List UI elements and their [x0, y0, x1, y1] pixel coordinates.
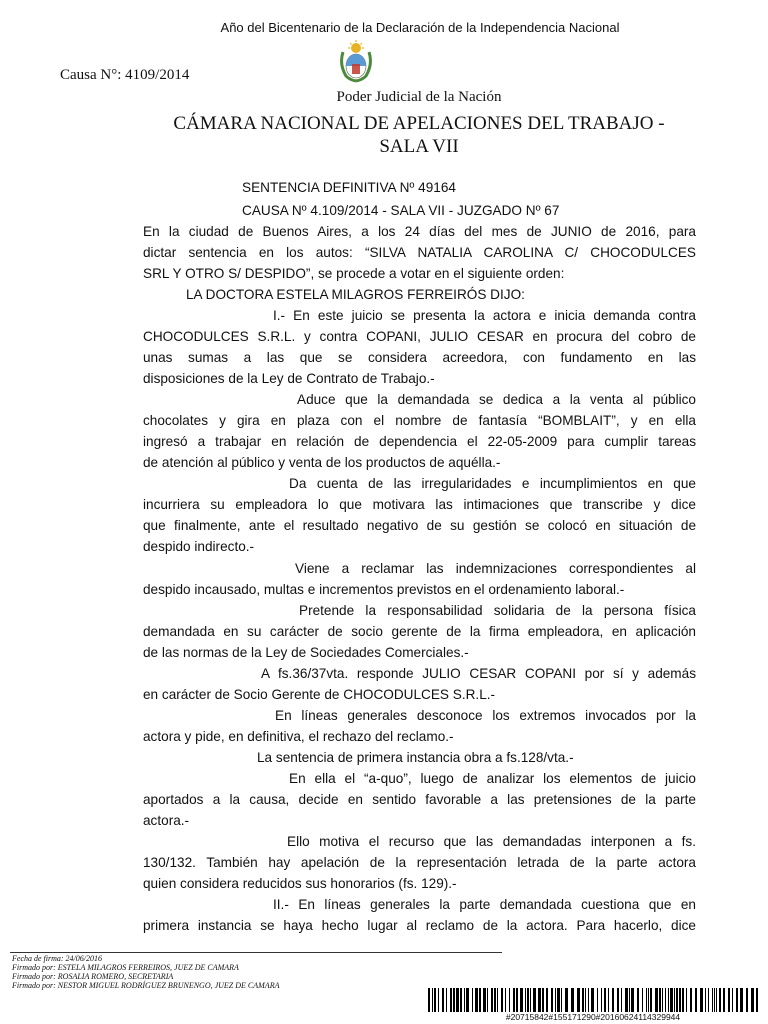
body-line: incurriera su empleadora lo que motivara las intimaciones que transcribe y dice: [143, 497, 696, 512]
body-line: despido indirecto.-: [143, 539, 255, 554]
body-line: Viene a reclamar las indemnizaciones correspondientes al: [295, 561, 696, 576]
body-line: chocolates y gira en plaza con el nombre de fantasía “BOMBLAIT”, y en ella: [143, 413, 696, 428]
body-line: quien considera reducidos sus honorarios (fs. 129).-: [143, 876, 457, 891]
body-line: A fs.36/37vta. responde JULIO CESAR COPANI por sí y además: [261, 666, 696, 681]
body-line: aportados a la causa, decide en sentido favorable a las pretensiones de la parte: [143, 792, 696, 807]
vote-heading: LA DOCTORA ESTELA MILAGROS FERREIRÓS DIJO:: [186, 287, 525, 302]
crest-sun: [348, 40, 364, 53]
sentencia-number: SENTENCIA DEFINITIVA Nº 49164: [242, 180, 456, 195]
body-line: II.- En líneas generales la parte demandada cuestiona que en: [273, 897, 696, 912]
signature-date: Fecha de firma: 24/06/2016: [12, 954, 102, 963]
causa-number: Causa N°: 4109/2014: [60, 67, 190, 83]
body-line: de atención al público y venta de los productos de aquélla.-: [143, 455, 501, 470]
signature-line-2: Firmado por: ROSALIA ROMERO, SECRETARIA: [12, 972, 174, 981]
body-line: Pretende la responsabilidad solidaria de la persona física: [299, 603, 696, 618]
body-line: despido incausado, multas e incrementos previstos en el ordenamiento laboral.-: [143, 582, 625, 597]
body-line: SRL Y OTRO S/ DESPIDO”, se procede a votar en el siguiente orden:: [143, 266, 565, 281]
footer-divider: [10, 952, 502, 953]
causa-reference: CAUSA Nº 4.109/2014 - SALA VII - JUZGADO Nº 67: [242, 203, 560, 218]
body-line: CHOCODULCES S.R.L. y contra COPANI, JULIO CESAR en procura del cobro de: [143, 329, 696, 344]
body-line: actora y pide, en definitiva, el rechazo del reclamo.-: [143, 729, 454, 744]
body-line: primera instancia se haya hecho lugar al reclamo de la actora. Para hacerlo, dice: [143, 918, 696, 933]
camara-title: [0, 112, 768, 158]
body-line: unas sumas a las que se considera acreedora, con fundamento en las: [143, 350, 696, 365]
body-line: En ella el “a-quo”, luego de analizar los elementos de juicio: [289, 771, 696, 786]
bicentenario-header: Año del Bicentenario de la Declaración de la Independencia Nacional: [220, 20, 620, 35]
body-line: Ello motiva el recurso que las demandadas interponen a fs.: [287, 834, 696, 849]
body-line: 130/132. También hay apelación de la representación letrada de la parte actora: [143, 855, 696, 870]
body-line: dictar sentencia en los autos: “SILVA NATALIA CAROLINA C/ CHOCODULCES: [143, 245, 696, 260]
camara-title-line-1: CÁMARA NACIONAL DE APELACIONES DEL TRABAJO -: [173, 113, 665, 134]
signature-line-1: Firmado por: ESTELA MILAGROS FERREIROS, JUEZ DE CAMARA: [12, 963, 239, 972]
body-line: ingresó a trabajar en relación de dependencia el 22-05-2009 para cumplir tareas: [143, 434, 696, 449]
body-line: En la ciudad de Buenos Aires, a los 24 días del mes de JUNIO de 2016, para: [143, 224, 696, 239]
barcode-icon: [428, 988, 758, 1012]
body-line: Aduce que la demandada se dedica a la venta al público: [297, 392, 696, 407]
body-line: actora.-: [143, 813, 190, 828]
barcode-number: #20715842#155171290#20160624114329944: [505, 1012, 681, 1022]
body-line: La sentencia de primera instancia obra a fs.128/vta.-: [257, 750, 574, 765]
body-line: demandada en su carácter de socio gerente de la firma empleadora, en aplicación: [143, 624, 696, 639]
signature-line-3: Firmado por: NESTOR MIGUEL RODRÍGUEZ BRUNENGO, JUEZ DE CAMARA: [12, 981, 280, 990]
poder-judicial-title: Poder Judicial de la Nación: [336, 89, 502, 105]
body-line: I.- En este juicio se presenta la actora e inicia demanda contra: [273, 308, 696, 323]
argentina-coat-of-arms-icon: [338, 38, 374, 84]
crest-oval: [346, 54, 366, 78]
body-line: de las normas de la Ley de Sociedades Comerciales.-: [143, 645, 469, 660]
body-line: En líneas generales desconoce los extremos invocados por la: [275, 708, 696, 723]
body-line: en carácter de Socio Gerente de CHOCODULCES S.R.L.-: [143, 687, 496, 702]
body-line: disposiciones de la Ley de Contrato de Trabajo.-: [143, 371, 435, 386]
body-line: que finalmente, ante el resultado negativo de su gestión se colocó en situación de: [143, 518, 696, 533]
body-line: Da cuenta de las irregularidades e incumplimientos en que: [289, 476, 696, 491]
camara-title-line-2: SALA VII: [379, 136, 459, 157]
